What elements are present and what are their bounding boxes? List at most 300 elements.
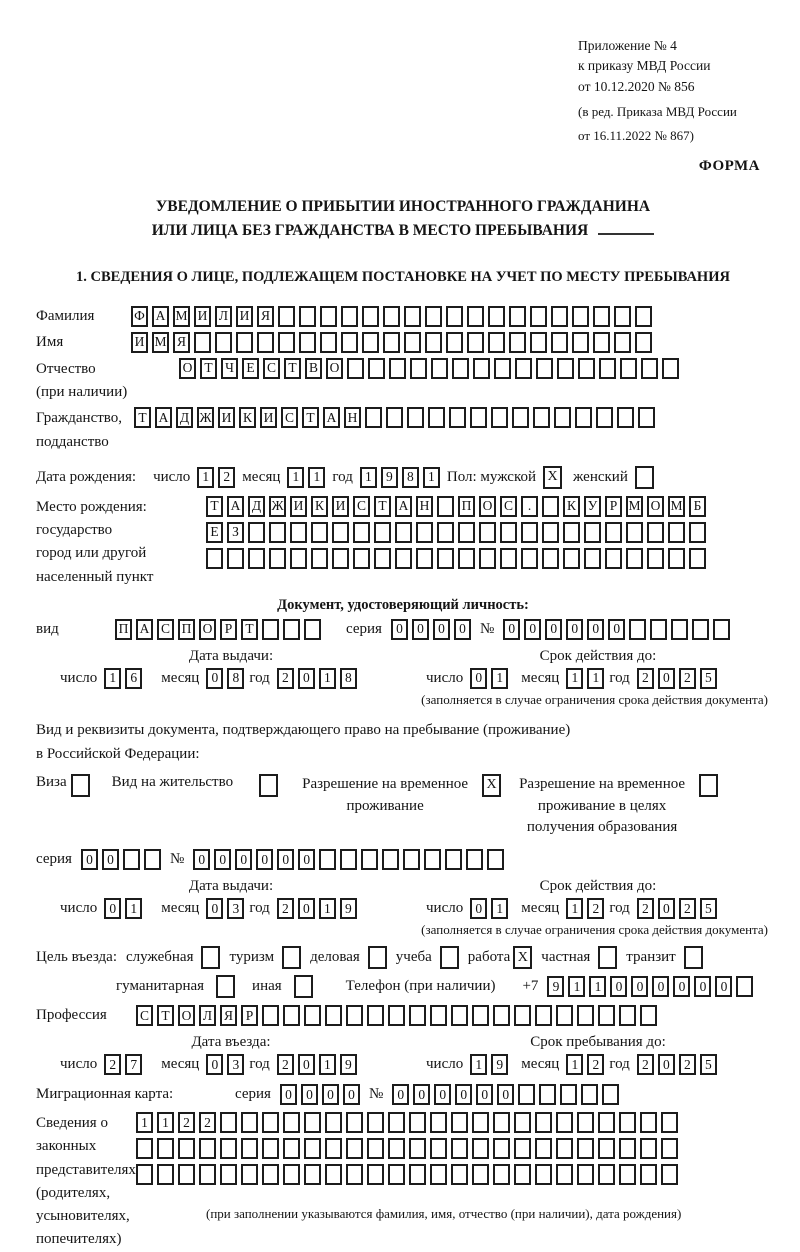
char-cell[interactable]: 1 [104,668,121,689]
char-cell[interactable] [661,1138,678,1159]
char-cell[interactable] [206,548,223,569]
char-cell[interactable] [542,522,559,543]
char-cell[interactable] [596,407,613,428]
char-cell[interactable] [388,1005,405,1026]
char-cell[interactable] [437,496,454,517]
char-cell[interactable] [602,1084,619,1105]
char-cell[interactable]: 2 [637,898,654,919]
char-cell[interactable] [530,306,547,327]
char-cell[interactable]: 0 [503,619,520,640]
char-cell[interactable]: П [115,619,132,640]
char-cell[interactable] [614,306,631,327]
char-cell[interactable] [556,1112,573,1133]
char-cell[interactable]: 2 [679,668,696,689]
char-cell[interactable] [560,1084,577,1105]
char-cell[interactable] [512,407,529,428]
char-cell[interactable]: 2 [277,898,294,919]
char-cell[interactable] [536,358,553,379]
char-cell[interactable] [451,1112,468,1133]
char-cell[interactable] [425,306,442,327]
char-cell[interactable] [577,1138,594,1159]
char-cell[interactable] [577,1112,594,1133]
opt-study-checkbox[interactable] [440,946,459,969]
char-cell[interactable]: О [647,496,664,517]
char-cell[interactable]: 1 [491,668,508,689]
char-cell[interactable] [430,1112,447,1133]
char-cell[interactable]: И [194,306,211,327]
char-cell[interactable]: 0 [104,898,121,919]
char-cell[interactable] [593,332,610,353]
char-cell[interactable] [640,1005,657,1026]
char-cell[interactable]: 0 [631,976,648,997]
char-cell[interactable]: К [311,496,328,517]
char-cell[interactable] [605,522,622,543]
char-cell[interactable]: 8 [402,467,419,488]
char-cell[interactable]: С [353,496,370,517]
char-cell[interactable] [689,522,706,543]
char-cell[interactable]: И [260,407,277,428]
char-cell[interactable]: В [305,358,322,379]
char-cell[interactable] [650,619,667,640]
char-cell[interactable] [535,1112,552,1133]
char-cell[interactable] [404,332,421,353]
char-cell[interactable] [430,1005,447,1026]
char-cell[interactable] [640,1164,657,1185]
char-cell[interactable]: 0 [455,1084,472,1105]
char-cell[interactable] [473,358,490,379]
char-cell[interactable] [619,1164,636,1185]
char-cell[interactable] [446,306,463,327]
char-cell[interactable] [199,1164,216,1185]
char-cell[interactable] [661,1164,678,1185]
char-cell[interactable]: 0 [413,1084,430,1105]
char-cell[interactable]: Р [220,619,237,640]
char-cell[interactable] [647,522,664,543]
char-cell[interactable] [346,1164,363,1185]
char-cell[interactable]: 0 [206,1054,223,1075]
char-cell[interactable] [144,849,161,870]
char-cell[interactable]: О [199,619,216,640]
char-cell[interactable] [551,306,568,327]
char-cell[interactable] [367,1138,384,1159]
char-cell[interactable] [577,1164,594,1185]
char-cell[interactable] [262,1112,279,1133]
char-cell[interactable]: 0 [322,1084,339,1105]
char-cell[interactable]: 9 [340,898,357,919]
char-cell[interactable] [299,306,316,327]
char-cell[interactable]: 1 [319,1054,336,1075]
char-cell[interactable]: 0 [298,898,315,919]
char-cell[interactable] [535,1164,552,1185]
char-cell[interactable] [458,522,475,543]
char-cell[interactable] [619,1138,636,1159]
char-cell[interactable] [395,522,412,543]
char-cell[interactable] [640,1112,657,1133]
char-cell[interactable] [449,407,466,428]
char-cell[interactable]: 0 [715,976,732,997]
char-cell[interactable]: Т [200,358,217,379]
char-cell[interactable]: 1 [287,467,304,488]
char-cell[interactable] [428,407,445,428]
char-cell[interactable] [491,407,508,428]
char-cell[interactable]: О [178,1005,195,1026]
char-cell[interactable] [668,548,685,569]
char-cell[interactable] [736,976,753,997]
char-cell[interactable] [409,1112,426,1133]
char-cell[interactable] [530,332,547,353]
char-cell[interactable]: 1 [319,668,336,689]
char-cell[interactable] [194,332,211,353]
char-cell[interactable] [575,407,592,428]
char-cell[interactable]: 0 [81,849,98,870]
char-cell[interactable] [353,548,370,569]
char-cell[interactable] [236,332,253,353]
char-cell[interactable] [136,1164,153,1185]
char-cell[interactable] [430,1138,447,1159]
char-cell[interactable]: 0 [298,1054,315,1075]
char-cell[interactable]: П [458,496,475,517]
char-cell[interactable] [572,332,589,353]
char-cell[interactable]: 2 [587,1054,604,1075]
char-cell[interactable]: 2 [679,898,696,919]
char-cell[interactable] [493,1112,510,1133]
char-cell[interactable] [332,522,349,543]
char-cell[interactable] [472,1164,489,1185]
char-cell[interactable] [425,332,442,353]
char-cell[interactable]: 1 [308,467,325,488]
char-cell[interactable]: У [584,496,601,517]
char-cell[interactable] [629,619,646,640]
char-cell[interactable]: 9 [547,976,564,997]
char-cell[interactable]: 8 [227,668,244,689]
char-cell[interactable] [341,306,358,327]
char-cell[interactable] [347,358,364,379]
char-cell[interactable] [493,1164,510,1185]
char-cell[interactable] [662,358,679,379]
char-cell[interactable] [617,407,634,428]
char-cell[interactable]: 7 [125,1054,142,1075]
char-cell[interactable] [514,1112,531,1133]
opt-private-checkbox[interactable] [598,946,617,969]
char-cell[interactable] [290,548,307,569]
char-cell[interactable] [283,1138,300,1159]
char-cell[interactable] [362,332,379,353]
char-cell[interactable]: 0 [102,849,119,870]
char-cell[interactable] [557,358,574,379]
char-cell[interactable]: 1 [568,976,585,997]
char-cell[interactable]: А [136,619,153,640]
char-cell[interactable]: К [239,407,256,428]
char-cell[interactable]: 1 [589,976,606,997]
char-cell[interactable] [283,619,300,640]
char-cell[interactable] [493,1005,510,1026]
char-cell[interactable]: 1 [587,668,604,689]
char-cell[interactable] [539,1084,556,1105]
char-cell[interactable] [220,1112,237,1133]
char-cell[interactable] [488,332,505,353]
char-cell[interactable] [479,548,496,569]
char-cell[interactable] [424,849,441,870]
char-cell[interactable]: 0 [392,1084,409,1105]
char-cell[interactable] [278,332,295,353]
char-cell[interactable] [248,548,265,569]
char-cell[interactable]: Д [176,407,193,428]
char-cell[interactable] [403,849,420,870]
char-cell[interactable] [554,407,571,428]
opt-transit-checkbox[interactable] [684,946,703,969]
char-cell[interactable] [341,332,358,353]
char-cell[interactable] [386,407,403,428]
char-cell[interactable] [533,407,550,428]
char-cell[interactable] [299,332,316,353]
char-cell[interactable] [500,548,517,569]
char-cell[interactable]: 0 [524,619,541,640]
char-cell[interactable] [416,522,433,543]
char-cell[interactable]: Т [374,496,391,517]
char-cell[interactable] [311,548,328,569]
char-cell[interactable]: С [136,1005,153,1026]
char-cell[interactable] [578,358,595,379]
char-cell[interactable] [638,407,655,428]
char-cell[interactable]: И [236,306,253,327]
char-cell[interactable]: 0 [610,976,627,997]
char-cell[interactable] [521,548,538,569]
char-cell[interactable] [661,1112,678,1133]
char-cell[interactable]: М [626,496,643,517]
char-cell[interactable] [671,619,688,640]
char-cell[interactable]: А [155,407,172,428]
char-cell[interactable] [500,522,517,543]
char-cell[interactable]: 0 [343,1084,360,1105]
char-cell[interactable]: 1 [197,467,214,488]
char-cell[interactable] [437,548,454,569]
char-cell[interactable] [290,522,307,543]
char-cell[interactable] [199,1138,216,1159]
char-cell[interactable] [409,1138,426,1159]
char-cell[interactable] [374,548,391,569]
char-cell[interactable] [262,619,279,640]
char-cell[interactable] [304,1138,321,1159]
char-cell[interactable]: 0 [256,849,273,870]
opt-business-checkbox[interactable] [368,946,387,969]
char-cell[interactable]: 0 [497,1084,514,1105]
char-cell[interactable] [269,548,286,569]
char-cell[interactable] [388,1138,405,1159]
char-cell[interactable] [599,358,616,379]
char-cell[interactable] [325,1112,342,1133]
char-cell[interactable] [581,1084,598,1105]
char-cell[interactable]: М [152,332,169,353]
char-cell[interactable] [598,1164,615,1185]
char-cell[interactable] [346,1112,363,1133]
residence-permit-checkbox[interactable] [259,774,278,797]
char-cell[interactable] [320,306,337,327]
char-cell[interactable]: 6 [125,668,142,689]
char-cell[interactable] [584,548,601,569]
char-cell[interactable]: 9 [491,1054,508,1075]
char-cell[interactable]: 0 [391,619,408,640]
char-cell[interactable] [311,522,328,543]
char-cell[interactable] [368,358,385,379]
char-cell[interactable]: 0 [433,619,450,640]
char-cell[interactable]: С [500,496,517,517]
char-cell[interactable] [361,849,378,870]
char-cell[interactable]: О [326,358,343,379]
char-cell[interactable] [467,306,484,327]
char-cell[interactable] [640,1138,657,1159]
char-cell[interactable] [215,332,232,353]
char-cell[interactable]: Я [257,306,274,327]
char-cell[interactable] [362,306,379,327]
char-cell[interactable] [304,1005,321,1026]
char-cell[interactable]: Т [157,1005,174,1026]
char-cell[interactable] [325,1164,342,1185]
char-cell[interactable] [220,1138,237,1159]
char-cell[interactable]: Ж [197,407,214,428]
char-cell[interactable] [515,358,532,379]
char-cell[interactable]: 0 [298,849,315,870]
char-cell[interactable] [325,1138,342,1159]
char-cell[interactable]: П [178,619,195,640]
char-cell[interactable]: 1 [136,1112,153,1133]
char-cell[interactable] [556,1164,573,1185]
char-cell[interactable] [283,1005,300,1026]
char-cell[interactable] [458,548,475,569]
char-cell[interactable] [257,332,274,353]
char-cell[interactable]: Р [241,1005,258,1026]
char-cell[interactable]: 1 [566,898,583,919]
char-cell[interactable] [488,306,505,327]
char-cell[interactable] [367,1164,384,1185]
char-cell[interactable]: 0 [206,898,223,919]
char-cell[interactable]: 3 [227,898,244,919]
char-cell[interactable] [431,358,448,379]
char-cell[interactable] [647,548,664,569]
char-cell[interactable] [404,306,421,327]
char-cell[interactable] [320,332,337,353]
char-cell[interactable] [598,1112,615,1133]
char-cell[interactable]: И [332,496,349,517]
char-cell[interactable]: 2 [199,1112,216,1133]
sex-female-checkbox[interactable] [635,466,654,489]
char-cell[interactable]: 5 [700,898,717,919]
opt-humanitarian-checkbox[interactable] [216,975,235,998]
char-cell[interactable]: 0 [193,849,210,870]
char-cell[interactable] [445,849,462,870]
char-cell[interactable] [157,1138,174,1159]
char-cell[interactable] [452,358,469,379]
edu-permit-checkbox[interactable] [699,774,718,797]
char-cell[interactable]: Б [689,496,706,517]
char-cell[interactable] [157,1164,174,1185]
char-cell[interactable]: И [290,496,307,517]
char-cell[interactable]: 0 [454,619,471,640]
char-cell[interactable] [283,1112,300,1133]
char-cell[interactable] [241,1138,258,1159]
char-cell[interactable]: 0 [214,849,231,870]
char-cell[interactable] [241,1164,258,1185]
char-cell[interactable]: 0 [545,619,562,640]
char-cell[interactable] [332,548,349,569]
char-cell[interactable] [641,358,658,379]
char-cell[interactable] [563,522,580,543]
char-cell[interactable]: 1 [125,898,142,919]
char-cell[interactable] [136,1138,153,1159]
char-cell[interactable]: 0 [301,1084,318,1105]
char-cell[interactable]: 0 [608,619,625,640]
char-cell[interactable] [487,849,504,870]
char-cell[interactable] [605,548,622,569]
char-cell[interactable] [178,1138,195,1159]
char-cell[interactable] [269,522,286,543]
char-cell[interactable]: 1 [423,467,440,488]
char-cell[interactable] [388,1164,405,1185]
char-cell[interactable]: А [395,496,412,517]
char-cell[interactable]: 0 [434,1084,451,1105]
char-cell[interactable] [340,849,357,870]
char-cell[interactable] [430,1164,447,1185]
opt-official-checkbox[interactable] [201,946,220,969]
char-cell[interactable] [514,1005,531,1026]
opt-work-checkbox[interactable]: X [513,946,532,969]
char-cell[interactable]: Ж [269,496,286,517]
char-cell[interactable] [493,1138,510,1159]
char-cell[interactable] [518,1084,535,1105]
char-cell[interactable] [494,358,511,379]
char-cell[interactable] [535,1005,552,1026]
char-cell[interactable]: Е [206,522,223,543]
char-cell[interactable]: 0 [235,849,252,870]
char-cell[interactable] [598,1138,615,1159]
char-cell[interactable] [614,332,631,353]
char-cell[interactable] [551,332,568,353]
char-cell[interactable]: 0 [694,976,711,997]
char-cell[interactable] [620,358,637,379]
char-cell[interactable] [563,548,580,569]
char-cell[interactable] [248,522,265,543]
char-cell[interactable]: Д [248,496,265,517]
char-cell[interactable] [178,1164,195,1185]
char-cell[interactable]: 2 [679,1054,696,1075]
char-cell[interactable] [598,1005,615,1026]
char-cell[interactable] [383,332,400,353]
char-cell[interactable] [479,522,496,543]
char-cell[interactable]: Т [206,496,223,517]
char-cell[interactable]: 1 [566,668,583,689]
char-cell[interactable] [325,1005,342,1026]
char-cell[interactable] [619,1112,636,1133]
char-cell[interactable] [556,1005,573,1026]
char-cell[interactable]: 2 [178,1112,195,1133]
char-cell[interactable] [304,1164,321,1185]
char-cell[interactable] [509,332,526,353]
char-cell[interactable]: Р [605,496,622,517]
char-cell[interactable]: Т [302,407,319,428]
char-cell[interactable] [278,306,295,327]
char-cell[interactable]: Ч [221,358,238,379]
char-cell[interactable]: Ф [131,306,148,327]
char-cell[interactable]: 1 [491,898,508,919]
char-cell[interactable] [572,306,589,327]
char-cell[interactable] [262,1005,279,1026]
char-cell[interactable] [410,358,427,379]
char-cell[interactable]: Я [220,1005,237,1026]
sex-male-checkbox[interactable]: X [543,466,562,489]
char-cell[interactable] [389,358,406,379]
char-cell[interactable]: 0 [658,1054,675,1075]
char-cell[interactable] [514,1138,531,1159]
char-cell[interactable]: 1 [566,1054,583,1075]
